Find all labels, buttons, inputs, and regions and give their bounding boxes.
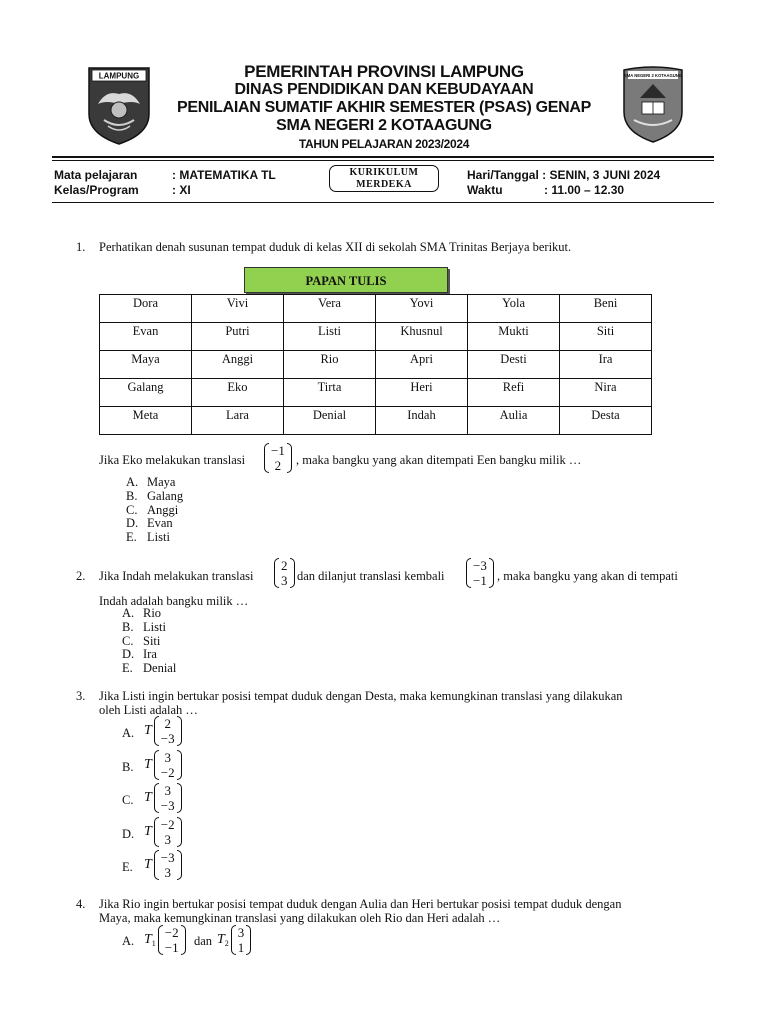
logo-left-text: LAMPUNG	[98, 71, 140, 81]
q2-vector1-top: 2	[281, 558, 288, 573]
curriculum-line1: KURIKULUM	[349, 167, 419, 178]
q2-text-c: , maka bangku yang akan di tempati	[497, 569, 678, 583]
seat-cell: Yovi	[376, 295, 468, 323]
time-label: Waktu	[467, 183, 503, 197]
q2-vector2-bottom: −1	[473, 573, 487, 588]
seat-cell: Putri	[192, 323, 284, 351]
header-school-name: SMA NEGERI 2 KOTAAGUNG	[276, 117, 492, 134]
date-label: Hari/Tanggal : SENIN, 3 JUNI 2024	[467, 168, 661, 182]
q2-text-a: Jika Indah melakukan translasi	[99, 569, 254, 583]
seat-cell: Yola	[468, 295, 560, 323]
q4-option-a-v2-top: 3	[237, 925, 245, 940]
seating-table	[99, 294, 652, 435]
seat-cell: Siti	[560, 323, 652, 351]
seat-cell: Indah	[376, 407, 468, 435]
q2-text-b: dan dilanjut translasi kembali	[297, 569, 445, 583]
seat-cell: Vivi	[192, 295, 284, 323]
q1-option-text[interactable]: Evan	[147, 516, 173, 531]
curriculum-line2: MERDEKA	[356, 179, 412, 190]
seat-cell: Nira	[560, 379, 652, 407]
vector-bottom: −3	[160, 798, 175, 813]
q4-line2: Maya, maka kemungkinan translasi yang dilakukan oleh Rio dan Heri adalah …	[99, 911, 501, 925]
seat-cell: Desti	[468, 351, 560, 379]
q1-vector-bottom: 2	[274, 458, 282, 473]
q1-option-letter[interactable]: B.	[126, 488, 138, 503]
vector-top: −3	[160, 850, 175, 865]
seat-cell: Listi	[284, 323, 376, 351]
seat-cell: Meta	[100, 407, 192, 435]
q4-option-a-v1-bottom: −1	[164, 940, 179, 955]
q2-vector2	[466, 558, 494, 588]
q2-number: 2.	[76, 569, 86, 583]
q1-option-text[interactable]: Anggi	[147, 502, 179, 517]
translation-symbol: T	[144, 790, 152, 805]
seat-cell: Khusnul	[376, 323, 468, 351]
seat-row	[100, 323, 652, 351]
q4-line1: Jika Rio ingin bertukar posisi tempat duduk dengan Aulia dan Heri bertukar posisi tempat duduk dengan	[99, 897, 622, 911]
vector-top: 2	[164, 716, 171, 731]
translation-symbol: T	[144, 756, 152, 772]
seat-cell: Anggi	[192, 351, 284, 379]
q1-number: 1.	[76, 240, 86, 254]
seat-cell: Galang	[100, 379, 192, 407]
seat-cell: Desta	[560, 407, 652, 435]
seat-cell: Aulia	[468, 407, 560, 435]
time-value: : 11.00 – 12.30	[544, 183, 625, 197]
q1-vector	[264, 443, 292, 473]
seat-cell: Ira	[560, 351, 652, 379]
q2-option-letter[interactable]: A.	[122, 606, 135, 620]
q4-option-a-v1-top: −2	[164, 925, 179, 940]
vector-top: 3	[164, 783, 171, 798]
vector-top: −2	[160, 816, 175, 832]
q3-option-vector[interactable]	[144, 850, 182, 880]
translation-symbol: T	[144, 823, 152, 839]
seat-row	[100, 407, 652, 435]
seat-cell: Tirta	[284, 379, 376, 407]
seat-cell: Heri	[376, 379, 468, 407]
q2-vector2-top: −3	[473, 558, 487, 573]
q2-option-text[interactable]: Ira	[143, 647, 157, 662]
q3-line2: oleh Listi adalah …	[99, 703, 198, 717]
header-department: DINAS PENDIDIKAN DAN KEBUDAYAAN	[234, 81, 534, 98]
vector-top: 3	[164, 749, 171, 765]
q2-vector1-bottom: 3	[281, 573, 288, 588]
q2-option-letter[interactable]: B.	[122, 619, 134, 634]
q3-option-letter[interactable]: A.	[122, 726, 135, 740]
q1-stem-before: Jika Eko melakukan translasi	[99, 453, 246, 467]
q1-option-letter[interactable]: E.	[126, 530, 137, 545]
seat-row	[100, 351, 652, 379]
q3-option-letter[interactable]: B.	[122, 759, 134, 774]
q4-option-a-T1: $T_1$	[144, 932, 156, 948]
q2-option-letter[interactable]: E.	[122, 661, 133, 676]
seat-row	[100, 379, 652, 407]
vector-bottom: −3	[160, 731, 175, 746]
header-government: PEMERINTAH PROVINSI LAMPUNG	[244, 62, 524, 81]
vector-bottom: −2	[160, 764, 175, 780]
q4-option-a-v2-bottom: 1	[237, 940, 245, 955]
seat-cell: Apri	[376, 351, 468, 379]
q2-option-text[interactable]: Listi	[143, 619, 166, 634]
class-value: : XI	[172, 183, 191, 197]
seat-cell: Refi	[468, 379, 560, 407]
q1-option-text[interactable]: Galang	[147, 488, 184, 503]
q3-option-vector[interactable]	[144, 716, 182, 746]
seat-cell: Denial	[284, 407, 376, 435]
q4-option-a-vector1[interactable]	[144, 925, 186, 955]
header-divider	[52, 156, 714, 158]
q1-stem-after: , maka bangku yang akan ditempati Een bangku milik …	[296, 453, 582, 467]
q1-option-letter[interactable]: D.	[126, 516, 139, 531]
subject-label: Mata pelajaran	[54, 168, 138, 182]
q4-option-a-T2: $T_2$	[217, 932, 229, 948]
q1-option-letter[interactable]: C.	[126, 502, 138, 517]
q3-option-letter[interactable]: C.	[122, 793, 134, 807]
vector-bottom: 3	[164, 831, 171, 847]
seat-cell: Mukti	[468, 323, 560, 351]
logo-right-text: SMA NEGERI 2 KOTAAGUNG	[623, 73, 683, 78]
translation-symbol: T	[144, 723, 152, 738]
q4-option-a-vector2[interactable]	[217, 925, 251, 955]
seat-cell: Vera	[284, 295, 376, 323]
q2-text-d: Indah adalah bangku milik …	[99, 594, 249, 608]
seat-row	[100, 295, 652, 323]
q3-line1: Jika Listi ingin bertukar posisi tempat duduk dengan Desta, maka kemungkinan translasi yang dilakukan	[99, 689, 623, 703]
info-divider	[52, 202, 714, 203]
seat-cell: Rio	[284, 351, 376, 379]
q3-number: 3.	[76, 689, 86, 703]
q1-vector-top: −1	[271, 443, 285, 458]
q1-text: Perhatikan denah susunan tempat duduk di kelas XII di sekolah SMA Trinitas Berjaya berikut.	[99, 240, 572, 254]
q4-number: 4.	[76, 897, 86, 911]
q2-option-text[interactable]: Denial	[143, 661, 177, 676]
seat-cell: Eko	[192, 379, 284, 407]
class-label: Kelas/Program	[54, 183, 139, 197]
q2-vector1	[274, 558, 295, 588]
q2-option-text[interactable]: Siti	[143, 633, 161, 648]
q2-option-letter[interactable]: C.	[122, 633, 134, 648]
q2-option-text[interactable]: Rio	[143, 606, 162, 620]
q2-option-letter[interactable]: D.	[122, 647, 135, 662]
header-exam-title: PENILAIAN SUMATIF AKHIR SEMESTER (PSAS) GENAP	[176, 99, 592, 116]
seat-cell: Maya	[100, 351, 192, 379]
seat-cell: Dora	[100, 295, 192, 323]
header-divider-thin	[52, 160, 714, 161]
curriculum-badge	[329, 165, 439, 192]
q3-option-vector[interactable]	[144, 817, 182, 847]
vector-bottom: 3	[164, 865, 171, 880]
q3-option-letter[interactable]: E.	[122, 860, 133, 874]
q1-option-text[interactable]: Listi	[147, 530, 170, 545]
seat-cell: Lara	[192, 407, 284, 435]
q1-option-text[interactable]: Maya	[147, 475, 176, 489]
seat-cell: Evan	[100, 323, 192, 351]
translation-symbol: T	[144, 857, 152, 872]
q3-option-vector[interactable]	[144, 783, 182, 813]
header-academic-year: TAHUN PELAJARAN 2023/2024	[298, 137, 470, 151]
q4-option-a-letter[interactable]: A.	[122, 934, 135, 948]
q3-option-vector[interactable]	[144, 750, 182, 780]
q1-option-letter[interactable]: A.	[126, 475, 139, 489]
whiteboard-label: PAPAN TULIS	[244, 267, 448, 293]
q4-option-a-dan: dan	[194, 934, 213, 948]
subject-value: : MATEMATIKA TL	[172, 168, 276, 182]
seat-cell: Beni	[560, 295, 652, 323]
q3-option-letter[interactable]: D.	[122, 826, 135, 841]
